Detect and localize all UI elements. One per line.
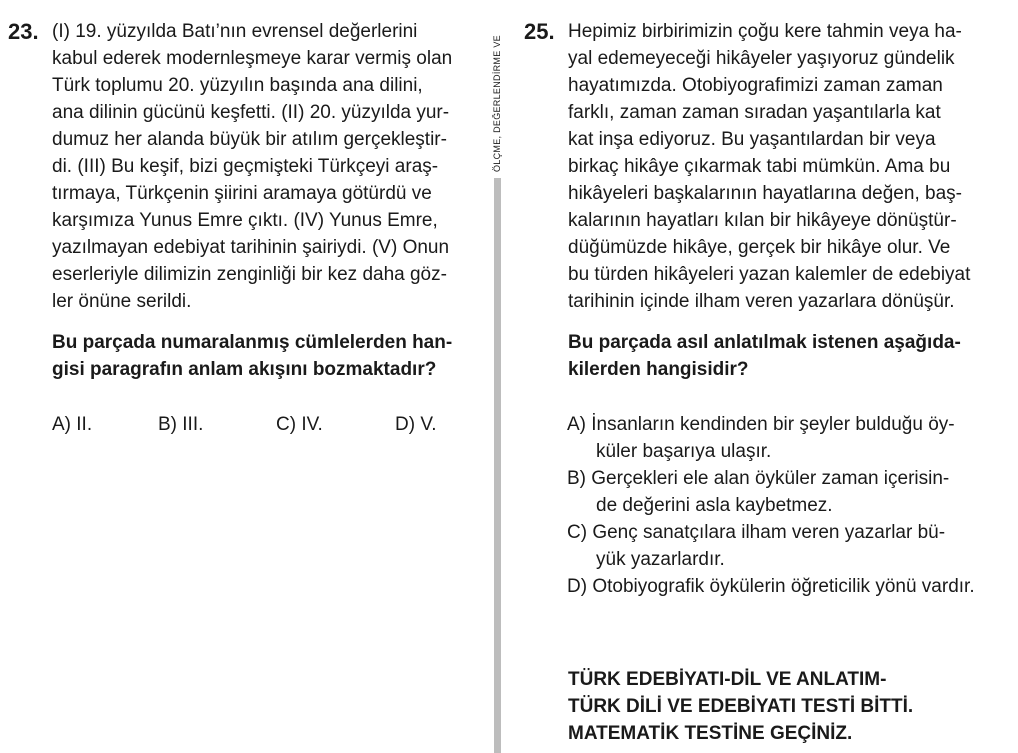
question-number: 23. xyxy=(8,19,39,44)
paragraph-line: bu türden hikâyeleri yazan kalemler de edebiyat xyxy=(568,264,971,285)
paragraph-line: Türk toplumu 20. yüzyılın başında ana dilini, xyxy=(52,75,423,96)
option-c[interactable]: C) IV. xyxy=(276,414,323,435)
question-number: 25. xyxy=(524,19,555,44)
paragraph-line: hayatımızda. Otobiyografimizi zaman zaman xyxy=(568,75,943,96)
paragraph-line: kalarının hayatları kılan bir hikâyeye dönüştür- xyxy=(568,210,957,231)
question-stem: kilerden hangisidir? xyxy=(568,359,749,380)
paragraph-line: farklı, zaman zaman sıradan yaşantılarla kat xyxy=(568,102,941,123)
option-b[interactable]: B) Gerçekleri ele alan öyküler zaman içerisin- xyxy=(567,468,950,489)
paragraph-line: hikâyeleri başkalarının hayatlarına değen, baş- xyxy=(568,183,962,204)
paragraph-line: di. (III) Bu keşif, bizi geçmişteki Türkçeyi araş- xyxy=(52,156,439,177)
end-notice-line: TÜRK DİLİ VE EDEBİYATI TESTİ BİTTİ. xyxy=(568,696,914,717)
paragraph-line: kabul ederek modernleşmeye karar vermiş olan xyxy=(52,48,453,69)
paragraph-line: eserleriyle dilimizin zenginliği bir kez daha göz- xyxy=(52,264,447,285)
option-b-continued[interactable]: de değerini asla kaybetmez. xyxy=(596,495,833,516)
paragraph-line: karşımıza Yunus Emre çıktı. (IV) Yunus Emre, xyxy=(52,210,438,231)
paragraph-line: ana dilinin gücünü keşfetti. (II) 20. yüzyılda yur- xyxy=(52,102,450,123)
option-d[interactable]: D) V. xyxy=(395,414,437,435)
option-d[interactable]: D) Otobiyografik öykülerin öğreticilik yönü vardır. xyxy=(567,576,975,597)
paragraph-line: (I) 19. yüzyılda Batı’nın evrensel değerlerini xyxy=(52,21,418,42)
option-c-continued[interactable]: yük yazarlardır. xyxy=(596,549,725,570)
paragraph-line: yazılmayan edebiyat tarihinin şairiydi. (V) Onun xyxy=(52,237,450,258)
paragraph-line: kat inşa ediyoruz. Bu yaşantılardan bir veya xyxy=(568,129,936,150)
paragraph-line: dumuz her alanda büyük bir atılım gerçekleştir- xyxy=(52,129,447,150)
paragraph-line: birkaç hikâye çıkarmak tabi mümkün. Ama bu xyxy=(568,156,951,177)
paragraph-line: yal edemeyeceği hikâyeler yaşıyoruz gündelik xyxy=(568,48,955,69)
question-stem: Bu parçada numaralanmış cümlelerden han- xyxy=(52,332,453,353)
end-notice-line: TÜRK EDEBİYATI-DİL VE ANLATIM- xyxy=(568,669,887,690)
option-b[interactable]: B) III. xyxy=(158,414,204,435)
paragraph-line: tarihinin içinde ilham veren yazarlara dönüşür. xyxy=(568,291,955,312)
paragraph-line: Hepimiz birbirimizin çoğu kere tahmin veya ha- xyxy=(568,21,962,42)
column-divider xyxy=(494,178,501,753)
option-c[interactable]: C) Genç sanatçılara ilham veren yazarlar bü- xyxy=(567,522,946,543)
end-notice-line: MATEMATİK TESTİNE GEÇİNİZ. xyxy=(568,723,853,744)
paragraph-line: ler önüne serildi. xyxy=(52,291,192,312)
side-label: ÖLÇME, DEĞERLENDİRME VE xyxy=(492,35,502,172)
question-stem: Bu parçada asıl anlatılmak istenen aşağıda- xyxy=(568,332,961,353)
paragraph-line: düğümüzde hikâye, gerçek bir hikâye olur. Ve xyxy=(568,237,951,258)
paragraph-line: tırmaya, Türkçenin şiirini aramaya götürdü ve xyxy=(52,183,432,204)
option-a[interactable]: A) II. xyxy=(52,414,93,435)
option-a-continued[interactable]: küler başarıya ulaşır. xyxy=(596,441,772,462)
question-stem: gisi paragrafın anlam akışını bozmaktadır? xyxy=(52,359,437,380)
option-a[interactable]: A) İnsanların kendinden bir şeyler bulduğu öy- xyxy=(567,414,955,435)
